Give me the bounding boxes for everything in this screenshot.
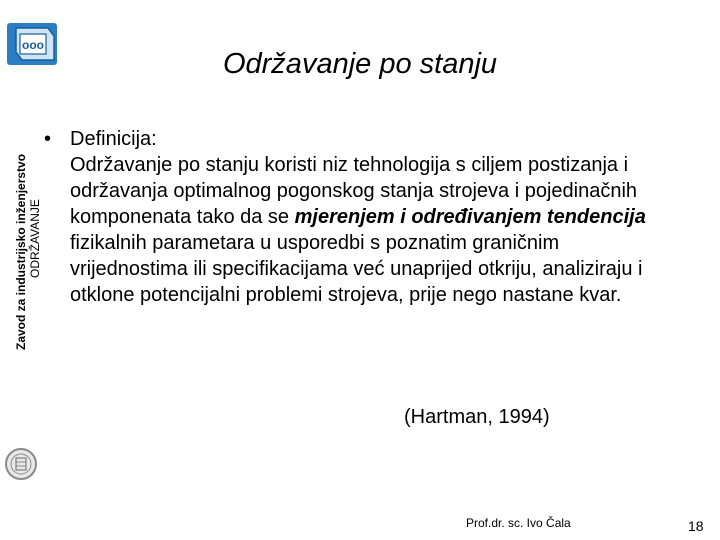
definition-paragraph bbox=[70, 152, 654, 308]
bullet-item bbox=[44, 126, 654, 152]
institute-logo-icon bbox=[6, 22, 58, 66]
citation: (Hartman, 1994) bbox=[404, 406, 550, 428]
svg-text:ooo: ooo bbox=[22, 38, 44, 52]
sidebar-institute-label: Zavod za industrijsko inženjerstvo bbox=[14, 153, 28, 350]
sidebar-department-label: ODRŽAVANJE bbox=[28, 199, 42, 278]
university-seal-icon bbox=[4, 444, 38, 484]
definition-emphasis: mjerenjem i određivanjem tendencija bbox=[294, 206, 646, 228]
bullet-icon: • bbox=[44, 128, 52, 150]
footer-author: Prof.dr. sc. Ivo Čala bbox=[466, 516, 571, 530]
definition-text-end: fizikalnih parametara u usporedbi s poznatim graničnim vrijednostima ili specifikacijama već unaprijed otkriju, analiziraju i otklone potencijalni problemi strojeva, prije nego nastane kvar. bbox=[70, 232, 643, 306]
definition-text-start: Održavanje po stanju koristi niz tehnologija s ciljem postizanja i održavanja optimalnog pogonskog stanja strojeva i pojedinačnih komponenata tako da se bbox=[70, 154, 638, 228]
definition-block bbox=[44, 126, 654, 328]
page-number: 18 bbox=[688, 518, 704, 534]
bullet-heading: Definicija: bbox=[70, 128, 157, 150]
slide-title: Održavanje po stanju bbox=[222, 48, 498, 80]
